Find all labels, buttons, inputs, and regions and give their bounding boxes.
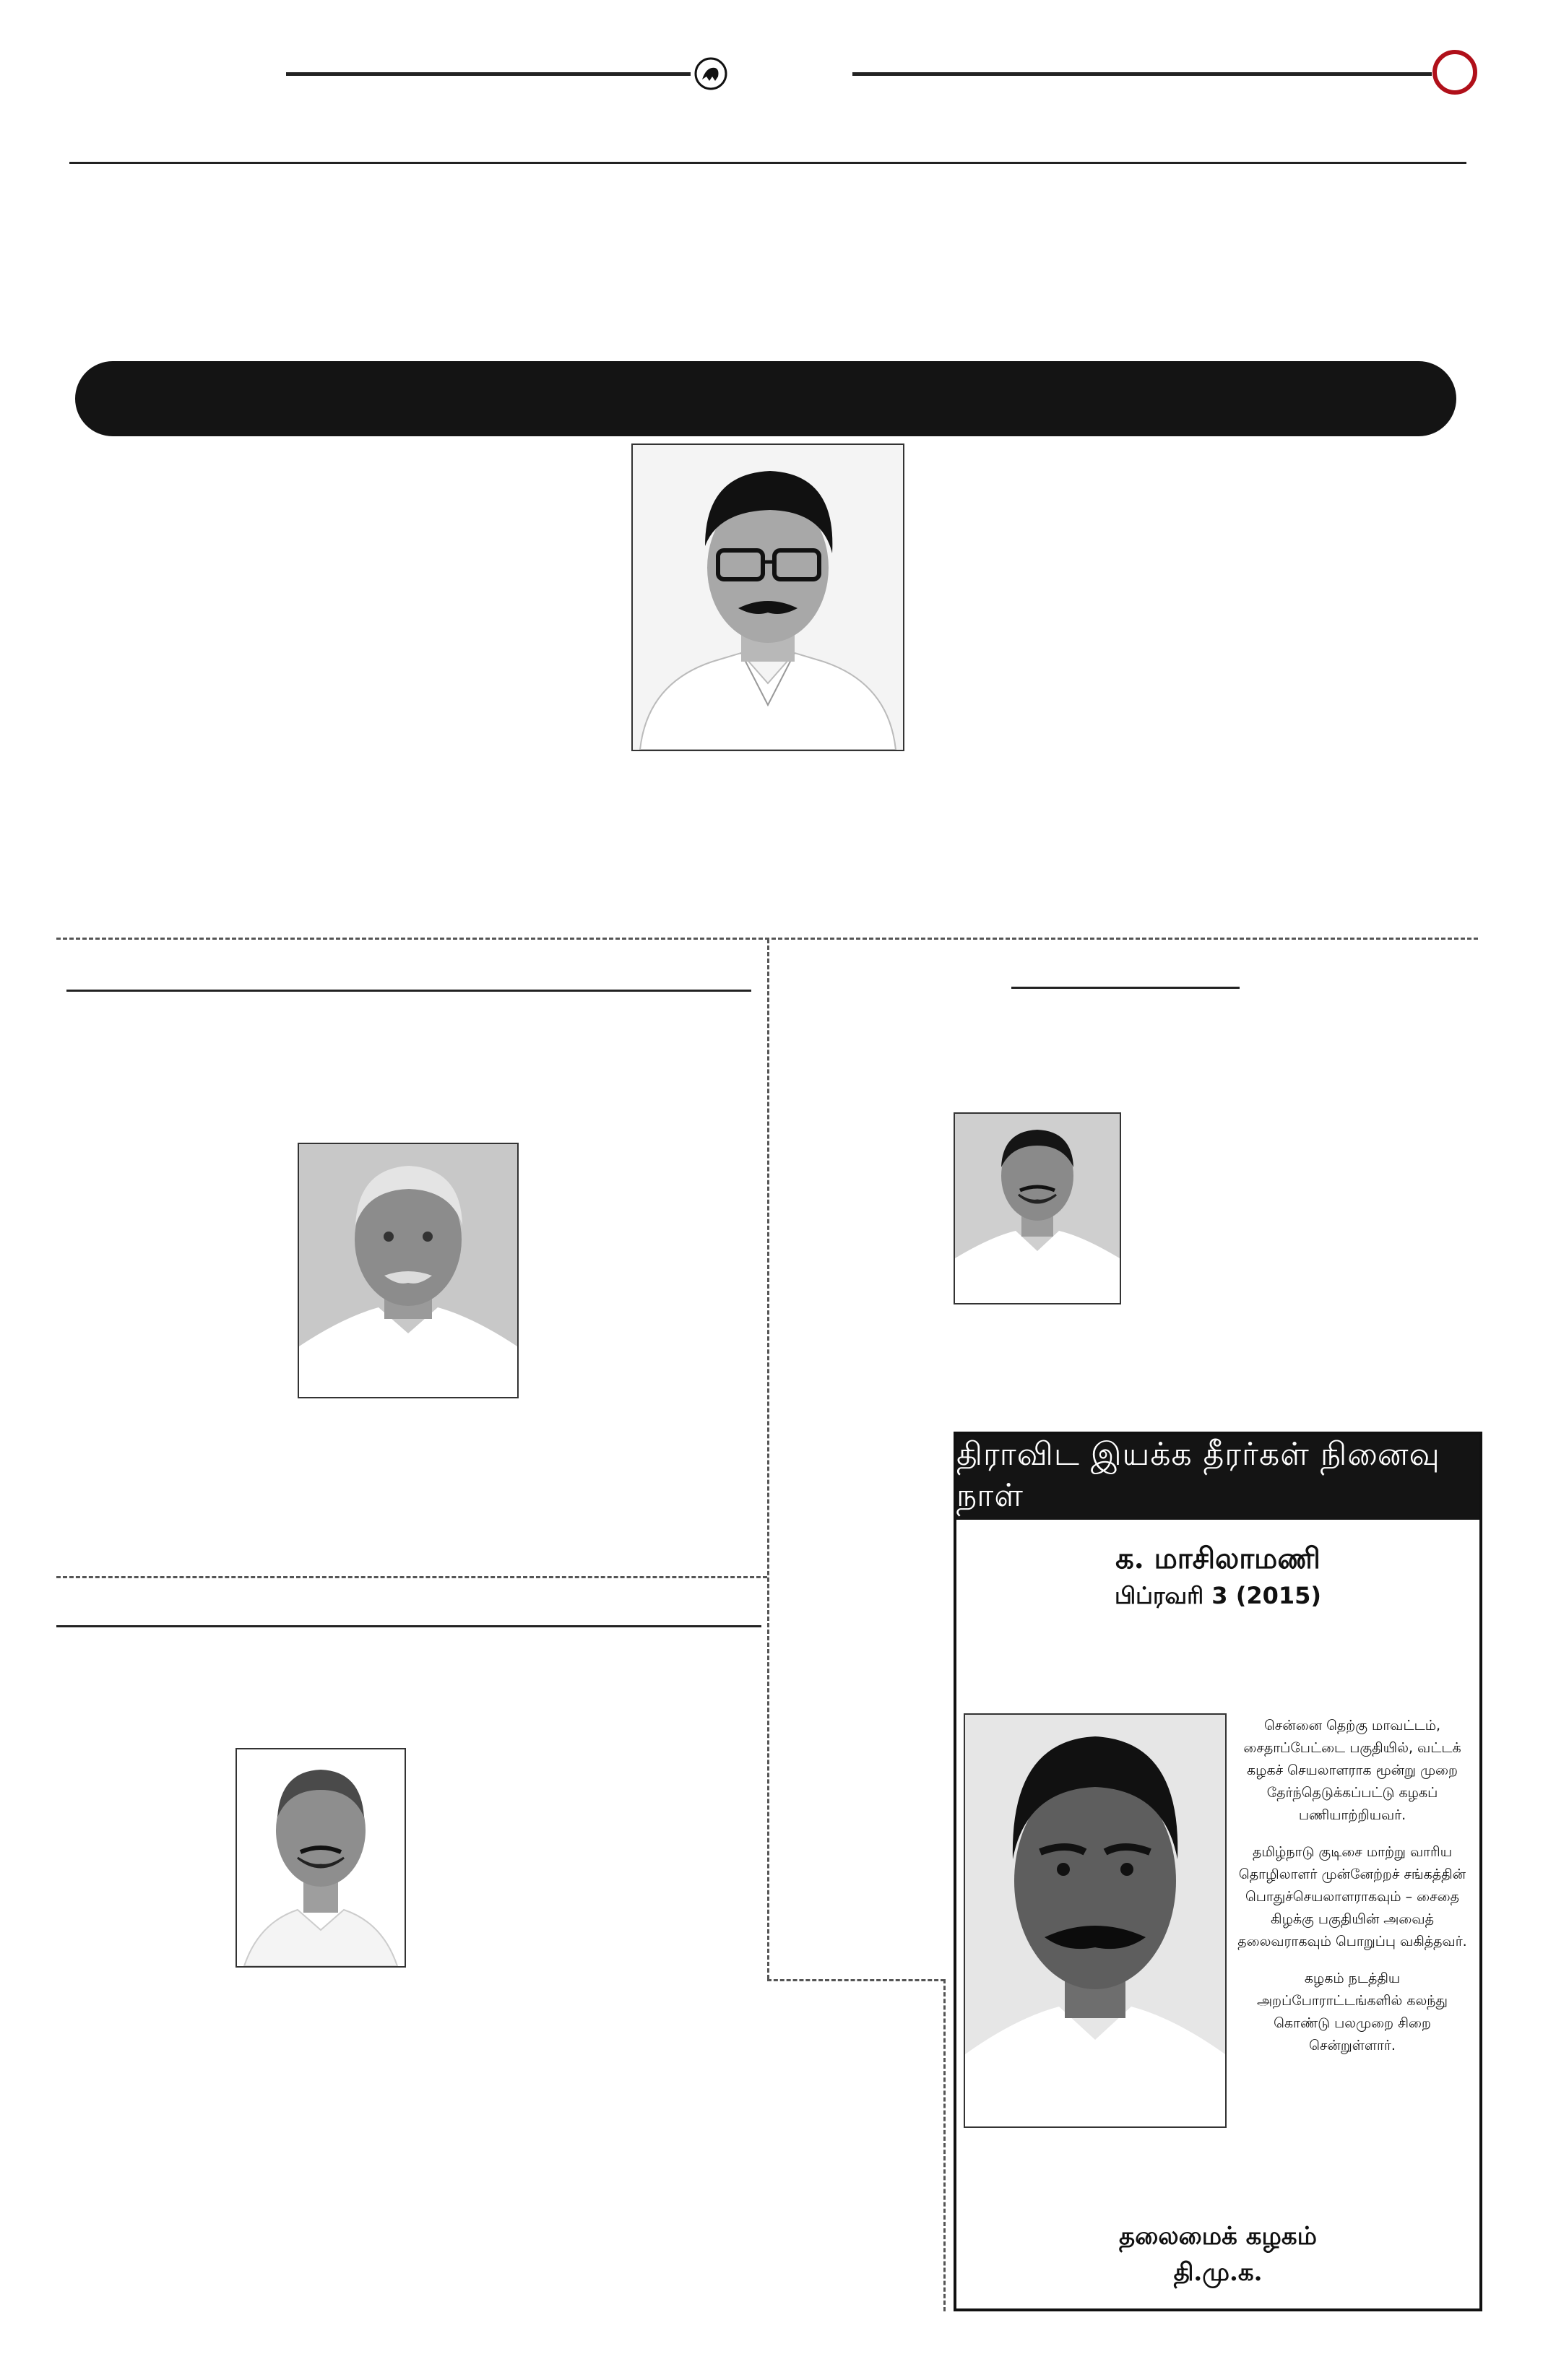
right-article-title-rule (1011, 987, 1240, 989)
left-article-dashed-divider (56, 1576, 767, 1578)
notice-connector-down (943, 1979, 946, 2311)
memorial-notice-bio-paragraph-2: தமிழ்நாடு குடிசை மாற்று வாரிய தொழிலாளர் முன்னேற்றச் சங்கத்தின் பொதுச்செயலாளராகவும் – சைதை கிழக்கு பகுதியின் அவைத் தலைவராகவும் பொறுப்பு வகித்தவர். (1237, 1844, 1467, 1950)
memorial-notice-bio (1231, 1715, 1474, 2072)
notice-connector-horizontal (767, 1979, 945, 1981)
column-dashed-divider (767, 939, 769, 1979)
memorial-notice-name: க. மாசிலாமணி (1115, 1541, 1321, 1575)
rising-sun-emblem-icon (693, 56, 728, 91)
memorial-notice-date: பிப்ரவரி 3 (2015) (1114, 1582, 1322, 1609)
headline-banner (75, 361, 1456, 436)
memorial-notice-bio-paragraph-1: சென்னை தெற்கு மாவட்டம், சைதாப்பேட்டை பகுதியில், வட்டக் கழகச் செயலாளராக மூன்று முறை தேர்ந்தெடுக்கப்பட்டு கழகப் பணியாற்றியவர். (1243, 1718, 1461, 1823)
memorial-notice-heading: திராவிட இயக்க தீரர்கள் நினைவு நாள் (956, 1435, 1479, 1520)
left-article2-title-rule (56, 1625, 761, 1627)
memorial-notice-signature-party: தி.மு.க. (1173, 2258, 1263, 2287)
memorial-notice-box (954, 1432, 1482, 2311)
page-number-circle-icon (1432, 49, 1478, 95)
lead-portrait-photo (631, 443, 904, 751)
masthead-rule-left (286, 72, 691, 76)
header-divider (69, 162, 1466, 164)
left-article2-portrait-smiling (235, 1748, 406, 1968)
memorial-notice-bio-paragraph-3: கழகம் நடத்திய அறப்போராட்டங்களில் கலந்து கொண்டு பலமுறை சிறை சென்றுள்ளார். (1257, 1970, 1448, 2054)
memorial-notice-portrait (964, 1713, 1227, 2128)
left-article-portrait-elder (298, 1143, 519, 1398)
right-article-portrait (954, 1112, 1121, 1304)
left-article-title-rule (66, 990, 751, 992)
masthead-rule-right (852, 72, 1432, 76)
memorial-notice-signature-org: தலைமைக் கழகம் (1119, 2222, 1317, 2251)
